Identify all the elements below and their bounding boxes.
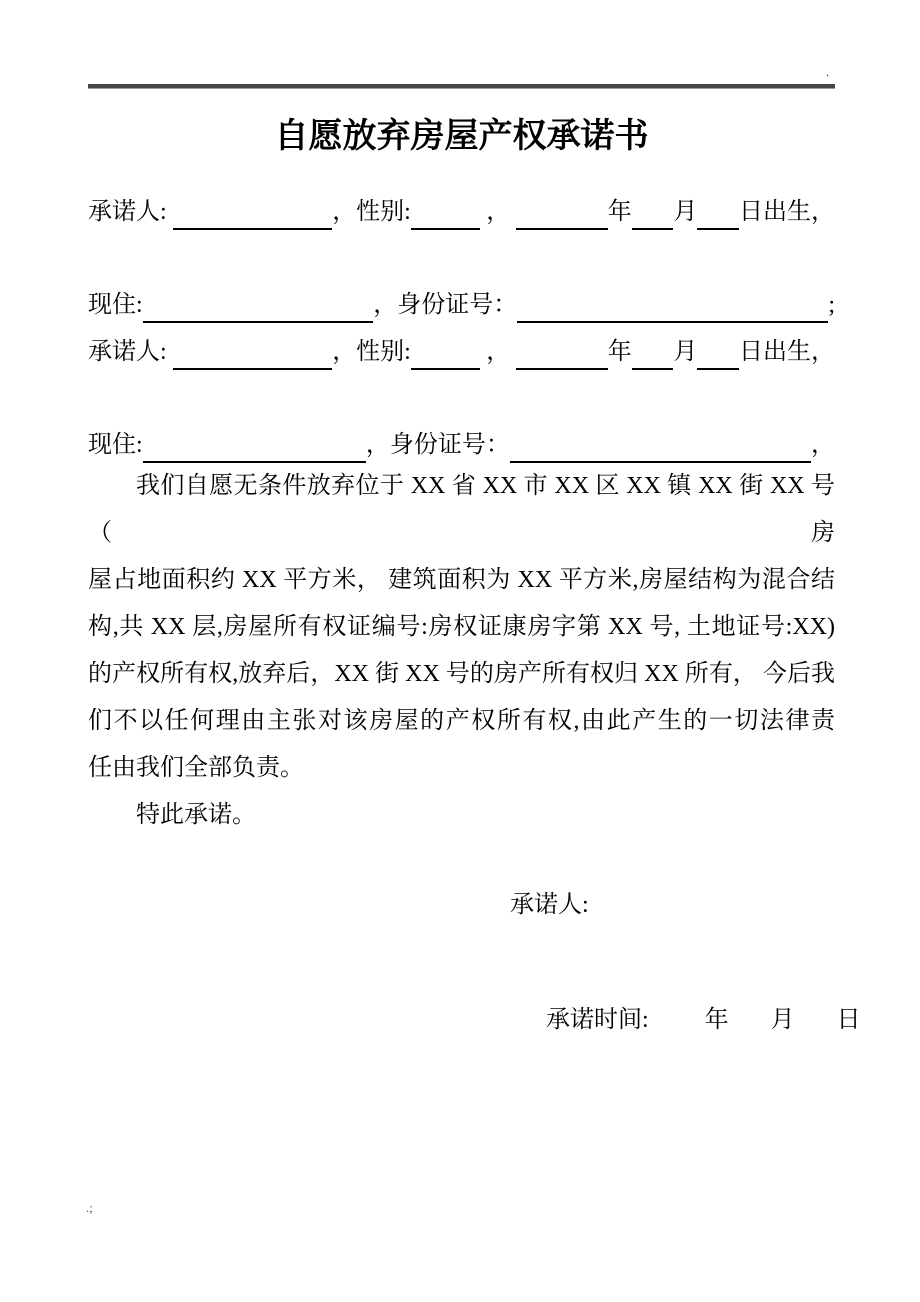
- comma-separator: ，: [480, 339, 517, 365]
- gender-blank: [411, 332, 480, 370]
- signature-promisor-label: 承诺人:: [510, 892, 589, 918]
- line-end-comma: ，: [811, 432, 835, 458]
- paragraph-line: 们不以任何理由主张对该房屋的产权所有权,由此产生的一切法律责: [88, 708, 835, 734]
- birth-day-blank: [697, 332, 739, 370]
- address-label: 现住:: [88, 292, 143, 318]
- birth-month-blank: [632, 192, 674, 230]
- promisor-line-1: [88, 183, 835, 230]
- promisor-name-blank: [173, 332, 333, 370]
- address-line-2: [88, 416, 835, 463]
- header-rule: [88, 84, 835, 89]
- address-label: 现住:: [88, 432, 143, 458]
- year-label: 年: [607, 339, 632, 365]
- id-number-blank: [510, 425, 811, 463]
- id-number-blank: [517, 285, 828, 323]
- address-blank: [143, 285, 374, 323]
- promisor-name-blank: [173, 192, 333, 230]
- date-month-label: 月: [770, 1007, 795, 1033]
- year-label: 年: [607, 199, 632, 225]
- line-end-semicolon: ;: [828, 292, 835, 318]
- birth-year-blank: [516, 192, 608, 230]
- birth-year-blank: [516, 332, 608, 370]
- blank-row: [88, 370, 835, 416]
- gender-label: ，性别:: [332, 199, 411, 225]
- closing-statement: 特此承诺。: [136, 802, 256, 828]
- birth-suffix-label: 日出生，: [738, 339, 835, 365]
- birth-suffix-label: 日出生，: [738, 199, 835, 225]
- id-number-label: ，身份证号：: [365, 432, 510, 458]
- month-label: 月: [673, 199, 698, 225]
- promisor-line-2: [88, 323, 835, 370]
- paragraph-line: 构,共 XX 层,房屋所有权证编号:房权证康房字第 XX 号, 土地证号:XX): [88, 614, 835, 640]
- page-title: 自愿放弃房屋产权承诺书: [274, 118, 649, 155]
- paragraph-line: 的产权所有权,放弃后，XX 街 XX 号的房产所有权归 XX 所有， 今后我: [88, 661, 835, 687]
- signature-promisor-line: [510, 882, 835, 929]
- body-paragraph: [88, 463, 835, 792]
- form-section: [88, 183, 835, 463]
- paragraph-line: 我们自愿无条件放弃位于 XX 省 XX 市 XX 区 XX 镇 XX 街 XX 号（房: [88, 473, 835, 546]
- month-label: 月: [673, 339, 698, 365]
- promisor-label: 承诺人:: [88, 199, 173, 225]
- stray-dot-mark: .: [826, 65, 829, 79]
- birth-month-blank: [632, 332, 674, 370]
- promisor-label: 承诺人:: [88, 339, 173, 365]
- birth-day-blank: [697, 192, 739, 230]
- stray-footer-mark: .;: [86, 1200, 93, 1215]
- signature-date-line: [510, 950, 861, 1091]
- blank-row: [88, 230, 835, 276]
- gender-label: ，性别:: [332, 339, 411, 365]
- gender-blank: [411, 192, 480, 230]
- address-line-1: [88, 276, 835, 323]
- comma-separator: ，: [480, 199, 517, 225]
- id-number-label: ，身份证号：: [373, 292, 518, 318]
- address-blank: [143, 425, 366, 463]
- paragraph-line: 任由我们全部负责。: [88, 755, 304, 781]
- date-day-label: 日: [836, 1007, 861, 1033]
- date-year-label: 年: [704, 1007, 729, 1033]
- signature-date-label: 承诺时间:: [546, 1007, 649, 1033]
- paragraph-line: 屋占地面积约 XX 平方米， 建筑面积为 XX 平方米,房屋结构为混合结: [88, 567, 835, 593]
